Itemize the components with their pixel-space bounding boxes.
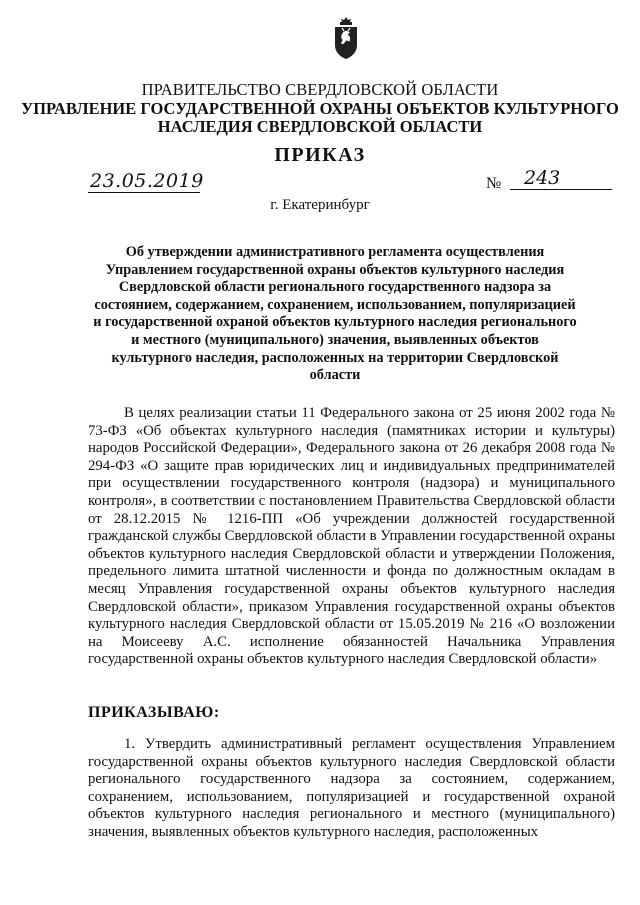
number-sign: № — [486, 175, 502, 192]
preamble-paragraph: В целях реализации статьи 11 Федерального закона от 25 июня 2002 года № 73-ФЗ «Об объектах культурного наследия (памятниках истории и культуры) народов Российской Федерации», Федерального закона от 26 декабря 2008 года № 294-ФЗ «О защите прав юридических лиц и индивидуальных предпринимателей при осуществлении государственного контроля (надзора) и муниципального контроля», в соответствии с постановлением Правительства Свердловской области от 28.12.2015 № 1216-ПП «Об учреждении должностей государственной гражданской службы Свердловской области в Управлении государственной охраны объектов культурного наследия Свердловской области и утверждении Положения, предельного лимита штатной численности и фонда по должностным окладам в месяц Управления государственной охраны объектов культурного наследия Свердловской области», приказом Управления государственной охраны объектов культурного наследия Свердловской области от 15.05.2019 № 216 «О возложении на Моисееву А.С. исполнение обязанностей Начальника Управления государственной охраны объектов культурного наследия Свердловской области» — [88, 405, 615, 668]
department-name: УПРАВЛЕНИЕ ГОСУДАРСТВЕННОЙ ОХРАНЫ ОБЪЕКТОВ КУЛЬТУРНОГО НАСЛЕДИЯ СВЕРДЛОВСКОЙ ОБЛАСТИ — [21, 99, 619, 136]
order-date: 23.05.2019 — [90, 170, 204, 192]
government-name: ПРАВИТЕЛЬСТВО СВЕРДЛОВСКОЙ ОБЛАСТИ — [141, 80, 499, 99]
sverdlovsk-coat-of-arms-icon — [331, 16, 361, 60]
document-type: ПРИКАЗ — [274, 144, 366, 166]
order-item: 1. Утвердить административный регламент осуществления Управлением государственной охраны объектов культурного наследия Свердловской области регионального государственного надзора за состоянием, содержанием, сохранением, использованием, популяризацией и государственной охраной объектов культурного наследия регионального и местного (муниципального) значения, выявленных объектов культурного наследия, расположенных — [88, 736, 615, 840]
order-number: 243 — [510, 167, 612, 190]
order-keyword: ПРИКАЗЫВАЮ: — [88, 704, 220, 721]
document-heading: Об утверждении административного регламента осуществления Управлением государственной охраны объектов культурного наследия Свердловской области регионального государственного надзора за состоянием, содержанием, сохранением, использованием, популяризацией и государственной охраной объектов культурного наследия регионального и местного (муниципального) значения, выявленных объектов культурного наследия, расположенных на территории Свердловской области — [93, 244, 577, 384]
city: г. Екатеринбург — [270, 197, 370, 213]
